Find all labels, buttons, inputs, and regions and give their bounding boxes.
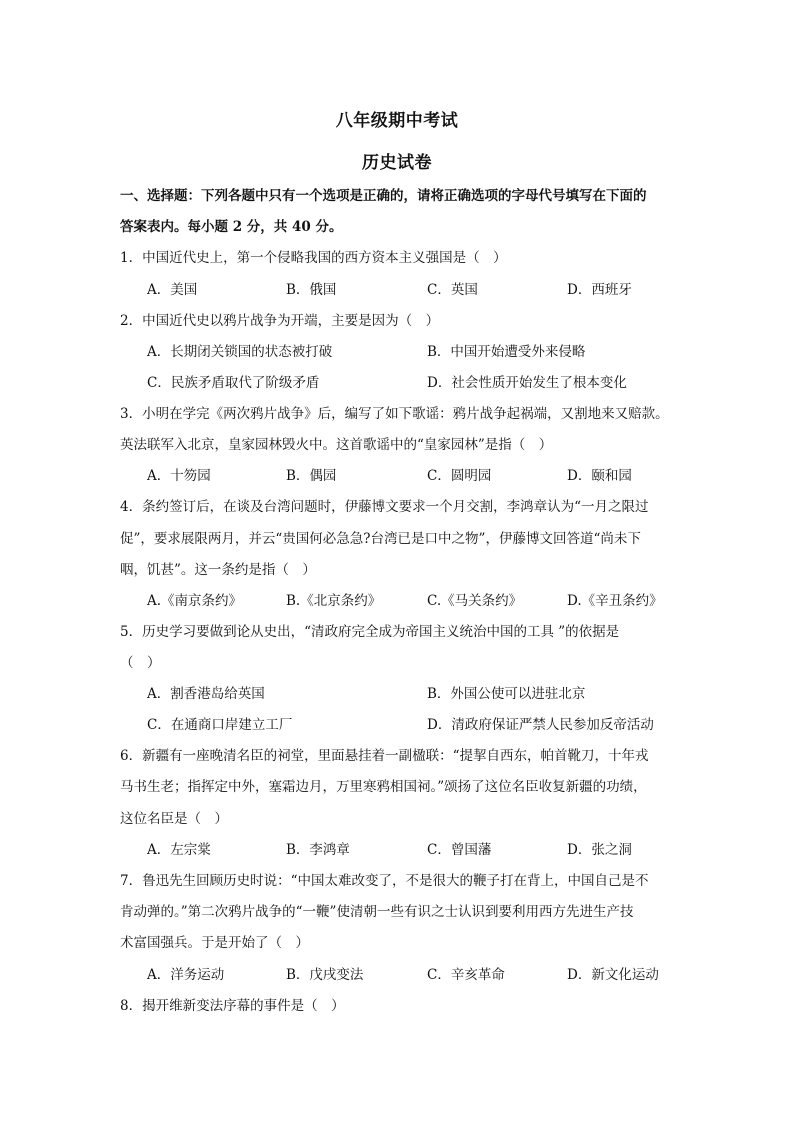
question-7-option-b: B．戊戌变法 <box>286 967 364 983</box>
question-6-option-a: A．左宗棠 <box>147 842 211 858</box>
question-3-option-a: A．十笏园 <box>147 468 211 484</box>
section-instruction-line: 答案表内。每小题 2 分，共 40 分。 <box>120 219 343 235</box>
question-7-text: 7．鲁迅先生回顾历史时说：“中国太难改变了，不是很大的鞭子打在背上，中国自己是不 <box>120 873 649 889</box>
question-8-text: 8．揭开维新变法序幕的事件是（ ） <box>120 998 345 1014</box>
question-6-option-c: C．曾国藩 <box>427 842 492 858</box>
question-6-text: 6．新疆有一座晚清名臣的祠堂，里面悬挂着一副楹联：“提挈自西东，帕首靴刀，十年戎 <box>120 748 649 764</box>
question-7-option-c: C．辛亥革命 <box>427 967 505 983</box>
question-5-option-b: B．外国公使可以进驻北京 <box>427 686 586 702</box>
section-instruction-line: 一、选择题：下列各题中只有一个选项是正确的，请将正确选项的字母代号填写在下面的 <box>120 188 647 204</box>
question-5-text: 5．历史学习要做到论从史出，“清政府完全成为帝国主义统治中国的工具 ”的依据是 <box>120 624 620 640</box>
question-4-option-c: C.《马关条约》 <box>427 593 523 609</box>
question-1-option-d: D．西班牙 <box>567 282 632 298</box>
question-7-option-a: A．洋务运动 <box>147 967 225 983</box>
question-6-option-b: B．李鸿章 <box>286 842 350 858</box>
question-5-option-a: A．割香港岛给英国 <box>147 686 265 702</box>
question-7-text: 肯动弹的。”第二次鸦片战争的“一鞭”使清朝一些有识之士认识到要利用西方先进生产技 <box>120 904 634 920</box>
question-5-option-d: D．清政府保证严禁人民参加反帝活动 <box>427 717 654 733</box>
question-3-option-c: C．圆明园 <box>427 468 492 484</box>
question-1-option-a: A．美国 <box>147 282 198 298</box>
question-4-option-a: A.《南京条约》 <box>147 593 243 609</box>
exam-title: 八年级期中考试 <box>335 111 459 131</box>
question-4-option-d: D.《辛丑条约》 <box>567 593 663 609</box>
question-7-option-d: D．新文化运动 <box>567 967 659 983</box>
question-2-option-b: B．中国开始遭受外来侵略 <box>427 344 586 360</box>
question-4-option-b: B.《北京条约》 <box>286 593 382 609</box>
question-2-text: 2．中国近代史以鸦片战争为开端，主要是因为（ ） <box>120 313 440 329</box>
question-1-option-b: B．俄国 <box>286 282 337 298</box>
question-2-option-a: A．长期闭关锁国的状态被打破 <box>147 344 333 360</box>
question-6-text: 这位名臣是（ ） <box>120 811 228 827</box>
question-5-text: （ ） <box>120 655 161 671</box>
question-1-text: 1．中国近代史上，第一个侵略我国的西方资本主义强国是（ ） <box>120 250 507 266</box>
question-4-text: 4．条约签订后，在谈及台湾问题时，伊藤博文要求一个月交割，李鸿章认为“一月之限过 <box>120 499 649 515</box>
question-1-option-c: C．英国 <box>427 282 478 298</box>
question-6-text: 马书生老；指挥定中外，塞霜边月，万里寒鸦相国祠。”颂扬了这位名臣收复新疆的功绩， <box>120 779 647 795</box>
question-5-option-c: C．在通商口岸建立工厂 <box>147 717 293 733</box>
question-3-text: 英法联军入北京，皇家园林毁火中。这首歌谣中的“皇家园林”是指（ ） <box>120 437 553 453</box>
exam-subtitle: 历史试卷 <box>362 153 432 173</box>
question-2-option-d: D．社会性质开始发生了根本变化 <box>427 375 627 391</box>
question-2-option-c: C．民族矛盾取代了阶级矛盾 <box>147 375 320 391</box>
question-6-option-d: D．张之洞 <box>567 842 632 858</box>
question-4-text: 促”，要求展限两月，并云“贵国何必急急?台湾已是口中之物”，伊藤博文回答道“尚未下 <box>120 531 641 547</box>
question-7-text: 术富国强兵。于是开始了（ ） <box>120 935 309 951</box>
question-3-option-b: B．偶园 <box>286 468 337 484</box>
question-3-text: 3．小明在学完《两次鸦片战争》后，编写了如下歌谣：鸦片战争起祸端，又割地来又赔款。 <box>120 406 669 422</box>
question-3-option-d: D．颐和园 <box>567 468 632 484</box>
question-4-text: 咽，饥甚”。这一条约是指（ ） <box>120 562 316 578</box>
